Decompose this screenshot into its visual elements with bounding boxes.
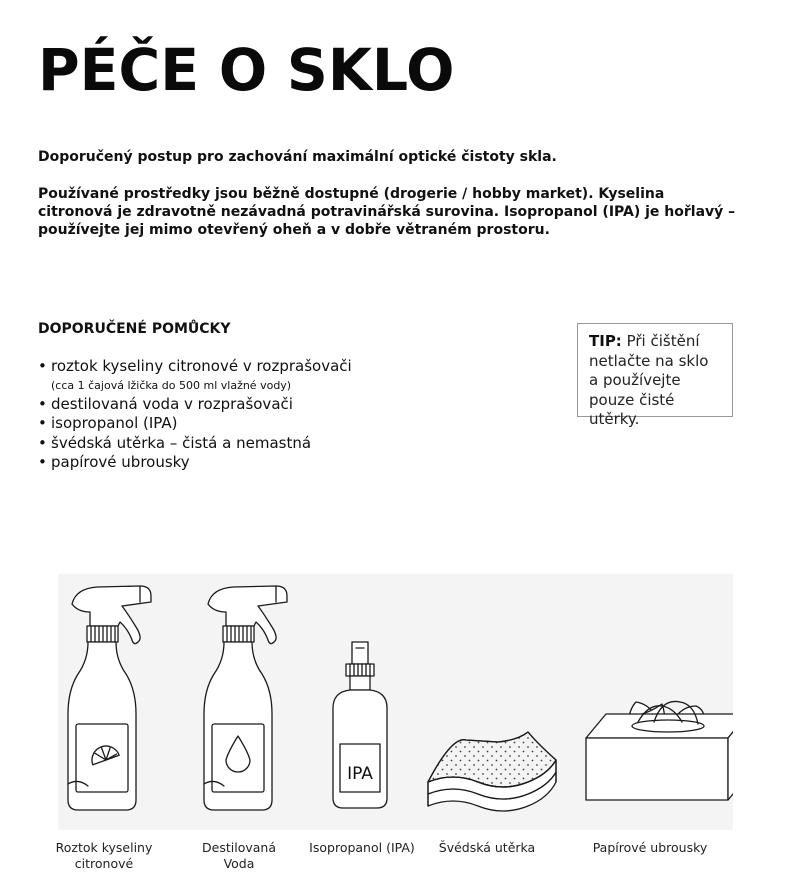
caption-cloth: Švédská utěrka (438, 840, 536, 855)
list-item (38, 357, 352, 395)
intro-text (38, 148, 738, 239)
caption-citric: Roztok kyseliny citronové (55, 840, 153, 871)
tip-label: TIP: (589, 332, 622, 350)
cloth-icon (428, 732, 556, 811)
caption-water: Destilovaná Voda (202, 840, 276, 871)
list-item (38, 395, 352, 415)
ipa-label: IPA (347, 764, 373, 784)
citric-spray-bottle-icon (68, 586, 151, 810)
illustrations-panel (58, 574, 733, 830)
list-item (38, 434, 352, 454)
supply-note: (cca 1 čajová lžička do 500 ml vlažné vody) (51, 378, 292, 392)
intro-paragraph-2: Používané prostředky jsou běžně dostupné (drogerie / hobby market). Kyselina citronová je zdravotně nezávadná potravinářská surovina. Isopropanol (IPA) je hořlavý – používejte jej mimo otevřený oheň a v dobře větraném prostoru. (38, 186, 736, 238)
caption-tissues: Papírové ubrousky (592, 840, 708, 855)
tip-text: Při čištění netlačte na sklo a používejte pouze čisté utěrky. (589, 332, 709, 428)
supply-label: destilovaná voda v rozprašovači (51, 394, 293, 413)
supply-label: švédská utěrka – čistá a nemastná (51, 433, 312, 452)
supply-label: isopropanol (IPA) (51, 414, 178, 432)
list-item (38, 414, 352, 434)
list-item (38, 453, 352, 473)
ipa-bottle-icon (333, 642, 387, 808)
supplies-heading: DOPORUČENÉ POMŮCKY (38, 321, 231, 337)
intro-paragraph-1: Doporučený postup pro zachování maximální optické čistoty skla. (38, 149, 557, 165)
supply-label: papírové ubrousky (51, 453, 190, 471)
tissue-box-icon (586, 701, 733, 800)
water-spray-bottle-icon (204, 586, 287, 810)
page-title: PÉČE O SKLO (38, 36, 455, 104)
caption-ipa: Isopropanol (IPA) (309, 840, 415, 855)
supplies-list (38, 357, 352, 473)
supply-label: roztok kyseliny citronové v rozprašovači (51, 357, 352, 375)
tip-box (577, 323, 733, 428)
